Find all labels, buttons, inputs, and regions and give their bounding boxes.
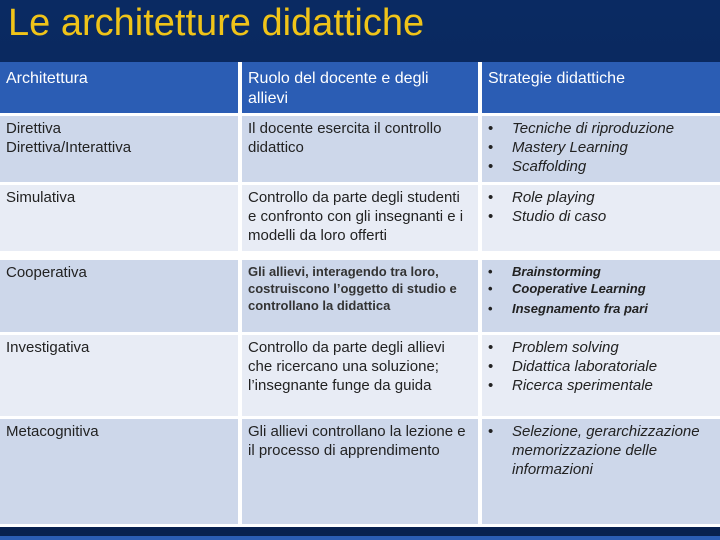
architecture-cell [0, 256, 240, 334]
architecture-cell [0, 334, 240, 418]
slide-title: Le architetture didattiche [8, 2, 425, 44]
bullet-icon: • [488, 189, 494, 206]
role-cell: Gli allievi, interagendo tra loro, costruiscono l’oggetto di studio e controllano la didattica [240, 256, 480, 334]
bullet-icon: • [488, 264, 493, 279]
bullet-icon: • [488, 208, 494, 225]
table-row [0, 115, 720, 184]
strategies-cell [480, 334, 720, 418]
architecture-name: Investigativa [6, 339, 90, 356]
bullet-icon: • [488, 358, 494, 375]
header-architettura: Architettura [0, 62, 240, 115]
table-row [0, 184, 720, 256]
architecture-cell [0, 184, 240, 256]
strategy-item: • Ricerca sperimentale [488, 377, 653, 394]
bullet-icon: • [488, 377, 494, 394]
strategy-item: • Role playing [488, 189, 595, 206]
strategy-item: • Cooperative Learning [488, 281, 646, 296]
strategy-item: • Mastery Learning [488, 139, 628, 156]
architecture-cell [0, 418, 240, 526]
architecture-name: Metacognitiva [6, 423, 99, 440]
bullet-icon: • [488, 281, 493, 296]
architecture-name: Cooperativa [6, 264, 87, 281]
role-cell: Controllo da parte degli allievi che ricercano una soluzione; l’insegnante funge da guida [240, 334, 480, 418]
table-row [0, 334, 720, 418]
header-strategie: Strategie didattiche [480, 62, 720, 115]
architectures-table [0, 62, 720, 527]
architecture-name: Direttiva/Interattiva [6, 139, 132, 156]
strategy-item: • Problem solving [488, 339, 619, 356]
strategy-item: • Insegnamento fra pari [488, 301, 648, 316]
strategy-item: • Didattica laboratoriale [488, 358, 658, 375]
strategies-cell [480, 418, 720, 526]
table-row [0, 256, 720, 334]
architecture-cell [0, 115, 240, 184]
bullet-icon: • [488, 301, 493, 316]
bullet-icon: • [488, 158, 494, 175]
header-ruolo: Ruolo del docente e degli allievi [240, 62, 480, 115]
bullet-icon: • [488, 139, 494, 156]
strategy-item: • Brainstorming [488, 264, 601, 279]
bullet-icon: • [488, 120, 494, 137]
role-cell: Il docente esercita il controllo didattico [240, 115, 480, 184]
strategy-item: • Tecniche di riproduzione [488, 120, 675, 137]
architecture-name: Direttiva [6, 120, 62, 137]
role-cell: Gli allievi controllano la lezione e il processo di apprendimento [240, 418, 480, 526]
strategy-item: • Scaffolding [488, 158, 587, 175]
architecture-name: Simulativa [6, 189, 76, 206]
table-row [0, 418, 720, 526]
strategy-item: • Selezione, gerarchizzazione memorizzazione delle informazioni [488, 423, 700, 478]
bullet-icon: • [488, 339, 494, 356]
footer-divider [0, 536, 720, 540]
table-header-row [0, 62, 720, 115]
strategies-cell [480, 256, 720, 334]
bullet-icon: • [488, 423, 494, 440]
strategy-item: • Studio di caso [488, 208, 607, 225]
role-cell: Controllo da parte degli studenti e confronto con gli insegnanti e i modelli da loro offerti [240, 184, 480, 256]
strategies-cell [480, 115, 720, 184]
strategies-cell [480, 184, 720, 256]
